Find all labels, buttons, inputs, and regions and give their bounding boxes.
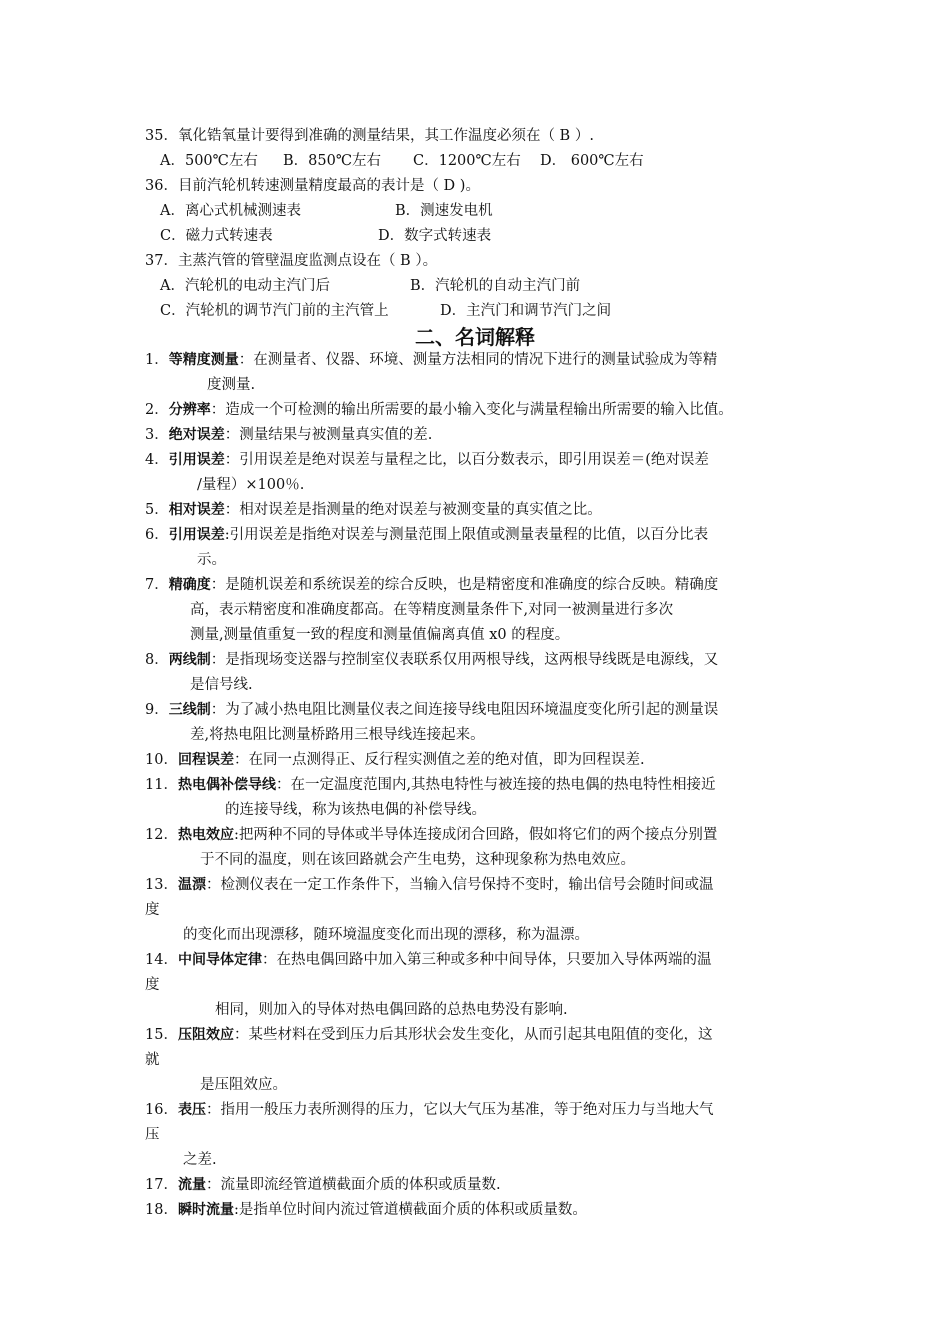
definition-term: 热电效应 <box>177 827 234 843</box>
option-35-a: A．500℃左右 <box>160 153 258 169</box>
definition-term: 相对误差 <box>168 502 225 518</box>
definition-1 <box>145 350 717 370</box>
definition-14 <box>145 950 711 970</box>
definition-text: 在测量者、仪器、环境、测量方法相同的情况下进行的测量试验成为等精 <box>253 352 718 368</box>
definition-17 <box>145 1175 501 1195</box>
definition-number: 18． <box>145 1202 178 1218</box>
definition-15-cont: 是压阻效应。 <box>200 1077 287 1093</box>
option-36-c: C．磁力式转速表 <box>160 228 273 244</box>
definition-11-cont: 的连接导线，称为该热电偶的补偿导线。 <box>225 802 486 818</box>
definition-number: 2． <box>145 402 169 418</box>
definition-term: 精确度 <box>168 577 211 593</box>
option-36-d: D．数字式转速表 <box>378 228 492 244</box>
definition-separator: ： <box>238 352 254 368</box>
definition-number: 7． <box>145 577 169 593</box>
definition-separator: ： <box>210 652 226 668</box>
definition-15 <box>145 1025 712 1045</box>
definition-term: 温漂 <box>177 877 206 893</box>
definition-16 <box>145 1100 713 1120</box>
definition-separator: ： <box>233 752 249 768</box>
definition-13-cont: 的变化而出现漂移，随环境温度变化而出现的漂移，称为温漂。 <box>183 927 589 943</box>
definition-separator: ： <box>224 452 240 468</box>
definition-14-wrap: 度 <box>145 977 160 993</box>
definition-5 <box>145 500 602 520</box>
definition-number: 5． <box>145 502 169 518</box>
definition-16-wrap: 压 <box>145 1127 160 1143</box>
definition-term: 表压 <box>177 1102 206 1118</box>
definition-12-cont: 于不同的温度，则在该回路就会产生电势，这种现象称为热电效应。 <box>200 852 635 868</box>
definition-text: 造成一个可检测的输出所需要的最小输入变化与满量程输出所需要的输入比值。 <box>225 402 733 418</box>
definition-term: 中间导体定律 <box>177 952 262 968</box>
option-37-b: B．汽轮机的自动主汽门前 <box>410 278 581 294</box>
definition-text: 指用一般压力表所测得的压力，它以大气压为基准，等于绝对压力与当地大气 <box>220 1102 714 1118</box>
definition-separator: : <box>224 527 230 543</box>
definition-separator: ： <box>224 502 240 518</box>
question-36-stem: 36．目前汽轮机转速测量精度最高的表计是（ D )。 <box>145 178 480 194</box>
definition-18 <box>145 1200 587 1220</box>
definition-16-cont: 之差. <box>183 1152 217 1168</box>
definition-number: 9． <box>145 702 169 718</box>
definition-text: 为了减小热电阻比测量仪表之间连接导线电阻因环境温度变化所引起的测量误 <box>225 702 719 718</box>
definition-term: 两线制 <box>168 652 211 668</box>
definition-term: 回程误差 <box>177 752 234 768</box>
definition-separator: : <box>233 827 239 843</box>
definition-number: 15． <box>145 1027 178 1043</box>
definition-number: 14． <box>145 952 178 968</box>
option-35-d: D． 600℃左右 <box>540 153 644 169</box>
definition-text: 流量即流经管道横截面介质的体积或质量数. <box>220 1177 501 1193</box>
definition-9 <box>145 700 718 720</box>
option-36-a: A．离心式机械测速表 <box>160 203 301 219</box>
definition-term: 引用误差 <box>168 527 225 543</box>
definition-text: 引用误差是绝对误差与量程之比，以百分数表示，即引用误差＝(绝对误差 <box>239 452 709 468</box>
definition-4 <box>145 450 709 470</box>
definition-term: 三线制 <box>168 702 211 718</box>
definition-12 <box>145 825 717 845</box>
definition-number: 13． <box>145 877 178 893</box>
definition-text: 是指现场变送器与控制室仪表联系仅用两根导线，这两根导线既是电源线，又 <box>225 652 719 668</box>
definition-number: 10． <box>145 752 178 768</box>
definition-4-cont: /量程）×100％. <box>197 477 305 493</box>
definition-text: 是指单位时间内流过管道横截面介质的体积或质量数。 <box>238 1202 587 1218</box>
definition-separator: ： <box>233 1027 249 1043</box>
definition-2 <box>145 400 733 420</box>
definition-term: 等精度测量 <box>168 352 239 368</box>
definition-term: 热电偶补偿导线 <box>177 777 276 793</box>
definition-separator: ： <box>210 702 226 718</box>
definition-separator: ： <box>224 427 240 443</box>
definition-text: 相对误差是指测量的绝对误差与被测变量的真实值之比。 <box>239 502 602 518</box>
definition-text: 引用误差是指绝对误差与测量范围上限值或测量表量程的比值，以百分比表 <box>229 527 709 543</box>
definition-7-cont-1: 高，表示精密度和准确度都高。在等精度测量条件下,对同一被测量进行多次 <box>190 602 674 618</box>
definition-term: 压阻效应 <box>177 1027 234 1043</box>
definition-term: 引用误差 <box>168 452 225 468</box>
definition-number: 17． <box>145 1177 178 1193</box>
option-35-b: B．850℃左右 <box>283 153 382 169</box>
definition-13 <box>145 875 713 895</box>
definition-text: 检测仪表在一定工作条件下，当输入信号保持不变时，输出信号会随时间或温 <box>220 877 714 893</box>
definition-15-wrap: 就 <box>145 1052 160 1068</box>
definition-term: 流量 <box>177 1177 206 1193</box>
definition-term: 分辨率 <box>168 402 211 418</box>
option-35-c: C．1200℃左右 <box>413 153 521 169</box>
definition-text: 把两种不同的导体或半导体连接成闭合回路，假如将它们的两个接点分别置 <box>238 827 718 843</box>
definition-text: 是随机误差和系统误差的综合反映，也是精密度和准确度的综合反映。精确度 <box>225 577 719 593</box>
definition-14-cont: 相同，则加入的导体对热电偶回路的总热电势没有影响. <box>215 1002 568 1018</box>
definition-number: 1． <box>145 352 169 368</box>
definition-text: 某些材料在受到压力后其形状会发生变化，从而引起其电阻值的变化，这 <box>248 1027 713 1043</box>
option-36-b: B．测速发电机 <box>395 203 493 219</box>
definition-11 <box>145 775 716 795</box>
section-title: 二、名词解释 <box>415 325 535 349</box>
question-35-stem: 35．氧化锆氧量计要得到准确的测量结果，其工作温度必须在（ B ）. <box>145 128 594 144</box>
definition-number: 6． <box>145 527 169 543</box>
option-37-a: A．汽轮机的电动主汽门后 <box>160 278 330 294</box>
definition-number: 12． <box>145 827 178 843</box>
definition-separator: ： <box>205 1102 221 1118</box>
definition-number: 4． <box>145 452 169 468</box>
question-37-stem: 37．主蒸汽管的管壁温度监测点设在（ B ）。 <box>145 253 438 269</box>
definition-term: 绝对误差 <box>168 427 225 443</box>
definition-number: 3． <box>145 427 169 443</box>
definition-7-cont-2: 测量,测量值重复一致的程度和测量值偏离真值 x0 的程度。 <box>190 627 570 643</box>
definition-separator: ： <box>205 877 221 893</box>
definition-separator: : <box>233 1202 239 1218</box>
definition-separator: ： <box>205 1177 221 1193</box>
definition-1-cont: 度测量. <box>207 377 256 393</box>
definition-text: 测量结果与被测量真实值的差. <box>239 427 433 443</box>
definition-7 <box>145 575 718 595</box>
option-37-c: C．汽轮机的调节汽门前的主汽管上 <box>160 303 389 319</box>
definition-10 <box>145 750 645 770</box>
option-37-d: D．主汽门和调节汽门之间 <box>440 303 612 319</box>
definition-6 <box>145 525 708 545</box>
definition-number: 16． <box>145 1102 178 1118</box>
definition-text: 在一定温度范围内,其热电特性与被连接的热电偶的热电特性相接近 <box>290 777 716 793</box>
definition-8 <box>145 650 718 670</box>
definition-separator: ： <box>275 777 291 793</box>
definition-term: 瞬时流量 <box>177 1202 234 1218</box>
definition-separator: ： <box>210 402 226 418</box>
definition-separator: ： <box>261 952 277 968</box>
definition-8-cont: 是信号线. <box>190 677 253 693</box>
definition-number: 8． <box>145 652 169 668</box>
definition-13-wrap: 度 <box>145 902 160 918</box>
definition-9-cont: 差,将热电阻比测量桥路用三根导线连接起来。 <box>190 727 485 743</box>
definition-3 <box>145 425 432 445</box>
definition-6-cont: 示。 <box>197 552 226 568</box>
definition-text: 在热电偶回路中加入第三种或多种中间导体，只要加入导体两端的温 <box>276 952 712 968</box>
definition-separator: ： <box>210 577 226 593</box>
definition-text: 在同一点测得正、反行程实测值之差的绝对值，即为回程误差. <box>248 752 645 768</box>
definition-number: 11． <box>145 777 178 793</box>
